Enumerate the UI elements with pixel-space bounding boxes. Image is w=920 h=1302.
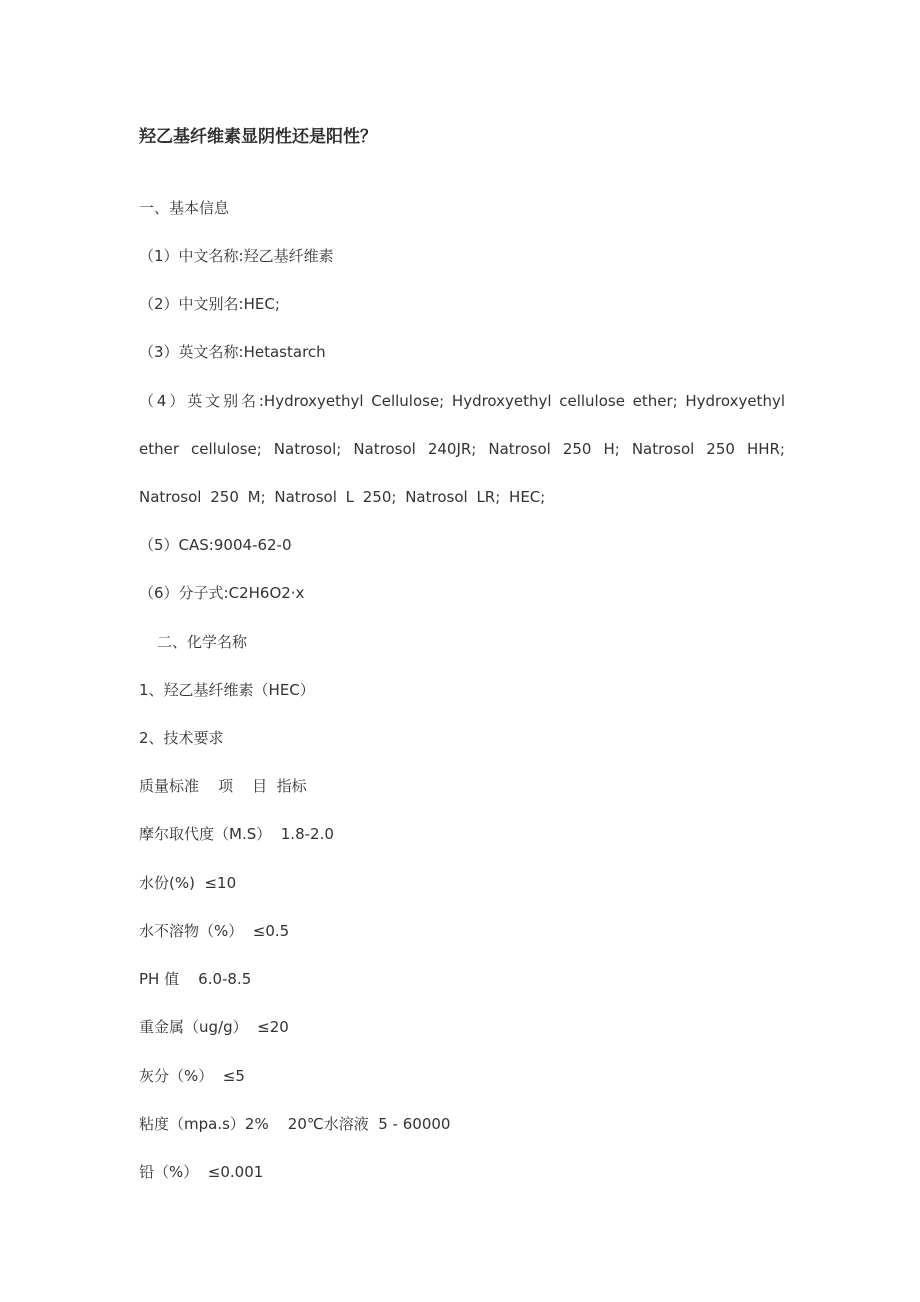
chinese-alias-line: （2）中文别名:HEC; — [139, 295, 280, 313]
spec-lead: 铅（%） ≤0.001 — [139, 1163, 264, 1181]
spec-molar-substitution: 摩尔取代度（M.S） 1.8-2.0 — [139, 825, 334, 843]
chinese-name-line: （1）中文名称:羟乙基纤维素 — [139, 247, 334, 265]
spec-ash: 灰分（%） ≤5 — [139, 1067, 245, 1085]
spec-moisture: 水份(%) ≤10 — [139, 874, 237, 892]
spec-heavy-metals: 重金属（ug/g） ≤20 — [139, 1018, 289, 1036]
english-alias-line-3: Natrosol 250 M; Natrosol L 250; Natrosol LR; HEC; — [139, 488, 546, 506]
section-heading-basic-info: 一、基本信息 — [139, 199, 230, 217]
spec-viscosity: 粘度（mpa.s）2% 20℃水溶液 5 - 60000 — [139, 1115, 451, 1133]
section-heading-chemical-name: 二、化学名称 — [157, 633, 248, 651]
chemical-name-item: 1、羟乙基纤维素（HEC） — [139, 681, 315, 699]
cas-line: （5）CAS:9004-62-0 — [139, 536, 292, 554]
english-alias-line-2: ether cellulose; Natrosol; Natrosol 240JR; Natrosol 250 H; Natrosol 250 HHR; — [139, 440, 785, 458]
molecular-formula-line: （6）分子式:C2H6O2·x — [139, 584, 305, 602]
english-alias-line-1: （4）英文别名:Hydroxyethyl Cellulose; Hydroxyethyl cellulose ether; Hydroxyethyl — [139, 392, 785, 410]
technical-requirements-heading: 2、技术要求 — [139, 729, 224, 747]
document-title: 羟乙基纤维素显阴性还是阳性？ — [139, 127, 377, 147]
spec-ph: PH 值 6.0-8.5 — [139, 970, 252, 988]
spec-header-line: 质量标准 项 目 指标 — [139, 777, 307, 795]
english-name-line: （3）英文名称:Hetastarch — [139, 343, 326, 361]
spec-water-insoluble: 水不溶物（%） ≤0.5 — [139, 922, 290, 940]
